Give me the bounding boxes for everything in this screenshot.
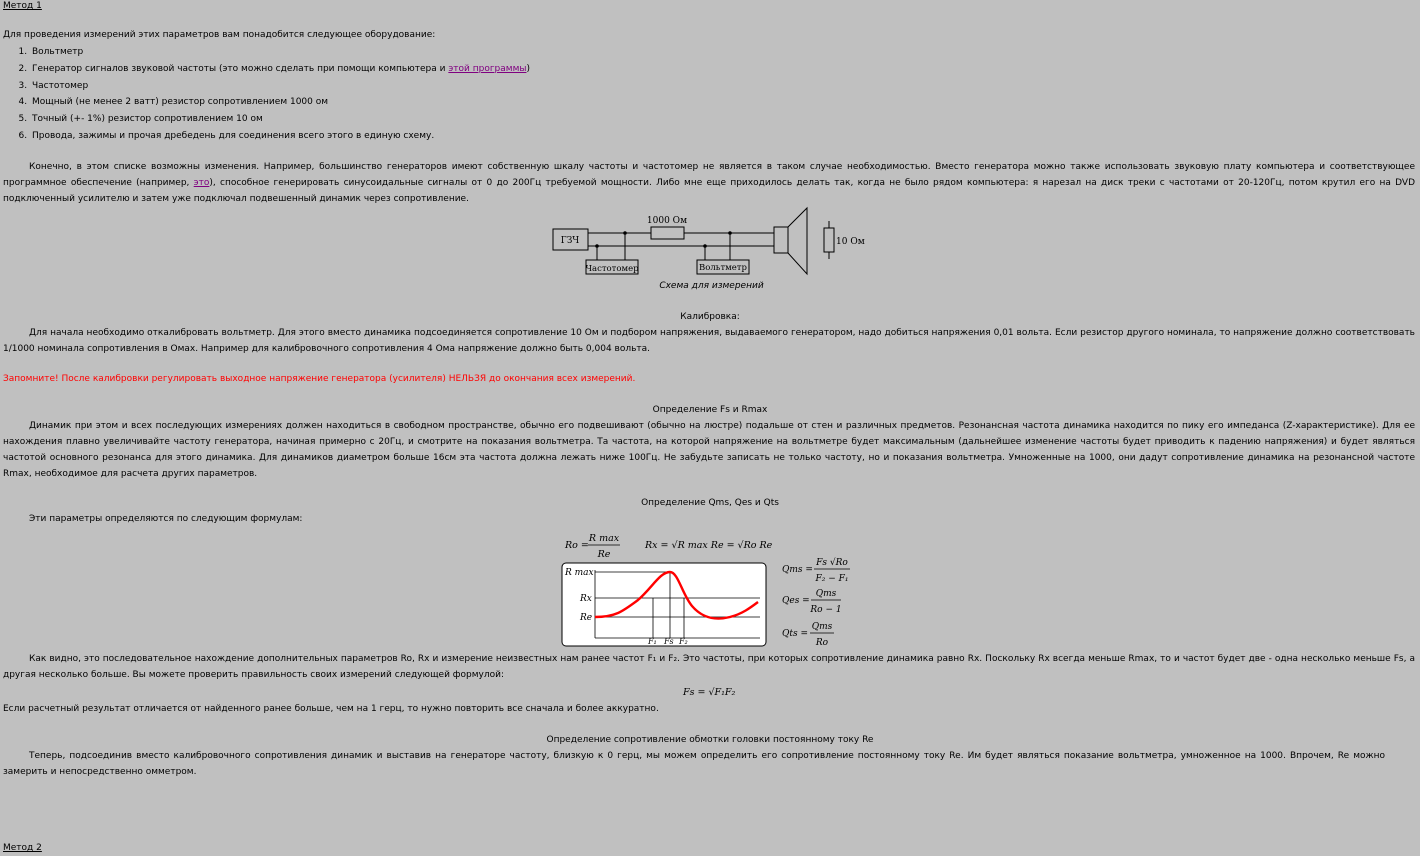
qes-formula-den: Ro − 1	[810, 605, 842, 615]
list-item	[30, 128, 530, 145]
q-heading: Определение Qms, Qes и Qts	[641, 498, 779, 508]
graph-fs-label: Fs	[664, 637, 674, 646]
re-text: Теперь, подсоединив вместо калибровочного сопротивления динамик и выставив на генераторе частоту, близкую к 0 герц, мы можем определить его сопротивление постоянному току Re. Им будет являться показание вольтметра, умноженное на 1000. Впрочем, Re можно замерить и непосредственно омметром.	[3, 751, 1385, 777]
caption-text: Схема для измерений	[659, 281, 764, 291]
list-item-text: )	[526, 63, 530, 74]
qms-formula-num: Fs √Ro	[816, 558, 848, 568]
ro-formula-lhs: Ro =	[565, 540, 589, 551]
list-item-text: Провода, зажимы и прочая дребедень для соединения всего этого в единую схему.	[32, 130, 435, 141]
list-item	[30, 61, 530, 78]
list-item-text: Мощный (не менее 2 ватт) резистор сопротивлением 1000 ом	[32, 97, 329, 108]
resistor-1000-symbol	[651, 227, 684, 239]
speaker-magnet	[774, 227, 788, 253]
intro-text: Для проведения измерений этих параметров вам понадобится следующее оборудование:	[3, 30, 436, 40]
list-item-text: Вольтметр	[32, 47, 84, 57]
rx-formula: Rx = √R max Re = √Ro Re	[645, 540, 773, 551]
list-item	[30, 111, 530, 128]
graph-f2-label: F₂	[679, 637, 688, 646]
method-1-anchor[interactable]: Метод 1	[3, 1, 42, 11]
speaker-cone	[788, 208, 807, 274]
calibration-text: Для начала необходимо откалибровать вольтметр. Для этого вместо динамика подсоединяется сопротивление 10 Ом и подбором напряжения, выдаваемого генератором, надо добиться напряжения 0,01 вольта. Если резистор другого номинала, то напряжение должно соответствовать 1/1000 номинала сопротивления в Омах. Например для калибровочного сопротивления 4 Ома напряжение должно быть 0,004 вольта.	[3, 328, 1415, 354]
graph-rx-label: Rx	[580, 594, 592, 604]
resistor-1000-label: 1000 Ом	[646, 216, 688, 226]
check-text: Если расчетный результат отличается от найденного ранее больше, чем на 1 герц, то нужно повторить все сначала и более аккуратно.	[3, 704, 659, 714]
list-item-text: Точный (+- 1%) резистор сопротивлением 10 ом	[32, 114, 263, 125]
q-intro: Эти параметры определяются по следующим формулам:	[29, 514, 303, 524]
fs-text: Динамик при этом и всех последующих измерениях должен находиться в свободном пространстве, обычно его подвешивают (обычно на люстре) подальше от стен и различных предметов. Резонансная частота динамика находится по пику его импеданса (Z-характеристике). Для ее нахождения плавно увеличивайте частоту генератора, начиная примерно с 20Гц, и смотрите на показания вольтметра. Та частота, на которой напряжение на вольтметре будет максимальным (дальнейшее изменение частоты будет приводить к падению напряжения) и будет являться частотой основного резонанса для этого динамика. Для динамиков диаметром больше 16см эта частота должна лежать ниже 100Гц. Не забудьте записать не только частоту, но и показания вольтметра. Умноженные на 1000, они дадут сопротивление динамика на резонансной частоте Rmax, необходимое для расчета других параметров.	[3, 421, 1415, 479]
equipment-list	[0, 44, 530, 145]
freq-meter-label: Частотомер	[585, 264, 639, 274]
resistor-10-symbol	[824, 228, 834, 252]
method-2-anchor[interactable]: Метод 2	[3, 843, 42, 853]
graph-rmax-label: R max	[565, 568, 594, 578]
fs-check-formula	[680, 683, 750, 703]
voltmeter-label: Вольтметр	[699, 263, 747, 273]
qes-formula-lhs: Qes =	[782, 596, 810, 606]
ro-formula-den: Re	[597, 549, 611, 560]
fs-check-formula-text: Fs = √F₁F₂	[683, 687, 736, 698]
graph-f1-label: F₁	[648, 637, 657, 646]
qms-formula-den: F₂ − F₁	[815, 574, 849, 584]
frequencies-text: Как видно, это последовательное нахождение дополнительных параметров Ro, Rx и измерение неизвестных нам ранее частот F₁ и F₂. Это частоты, при которых сопротивление динамика равно Rx. Поскольку Rx всегда меньше Rmax, то и частот будет две - одна несколько меньше Fs, а другая несколько больше. Вы можете проверить правильность своих измерений следующей формулой:	[3, 654, 1415, 680]
list-item-text: Генератор сигналов звуковой частоты (это можно сделать при помощи компьютера и	[32, 63, 449, 74]
schematic-caption	[0, 278, 1420, 294]
list-item	[30, 78, 530, 95]
calibration-heading: Калибровка:	[680, 312, 740, 322]
program-link[interactable]: этой программы	[448, 63, 527, 74]
generator-label: ГЗЧ	[560, 236, 580, 246]
q-formulas	[560, 530, 860, 652]
ro-formula-num: R max	[588, 533, 620, 544]
qts-formula-lhs: Qts =	[782, 629, 809, 639]
graph-re-label: Re	[580, 613, 593, 623]
warning-text: Запомните! После калибровки регулировать выходное напряжение генератора (усилителя) НЕЛЬЗЯ до окончания всех измерений.	[3, 374, 636, 384]
software-link[interactable]: это	[193, 178, 210, 188]
qts-formula-den: Ro	[815, 638, 829, 648]
paragraph-text: Конечно, в этом списке возможны изменения. Например, большинство генераторов имеют собственную шкалу частоты и частотомер не является в таком случае необходимостью. Вместо генератора можно также использовать звуковую плату компьютера и соответствующее программное обеспечение (например,	[3, 162, 1415, 188]
fs-heading: Определение Fs и Rmax	[652, 405, 768, 415]
resistor-10-label: 10 Ом	[836, 237, 865, 247]
list-item	[30, 44, 530, 61]
paragraph-text: ), способное генерировать синусоидальные сигналы от 0 до 200Гц требуемой мощности. Либо мне еще приходилось делать так, когда не было рядом компьютера: я нарезал на диск треки с частотами от 20-120Гц, потом крутил его на DVD подключенный усилителю и затем уже подключал подвешенный динамик через сопротивление.	[3, 178, 1416, 204]
qes-formula-num: Qms	[815, 589, 837, 599]
paragraph-equipment-notes	[3, 159, 1415, 207]
list-item	[30, 94, 530, 111]
qms-formula-lhs: Qms =	[782, 565, 813, 575]
qts-formula-num: Qms	[811, 622, 833, 632]
re-heading: Определение сопротивление обмотки головки постоянному току Re	[546, 735, 874, 745]
list-item-text: Частотомер	[32, 80, 89, 91]
